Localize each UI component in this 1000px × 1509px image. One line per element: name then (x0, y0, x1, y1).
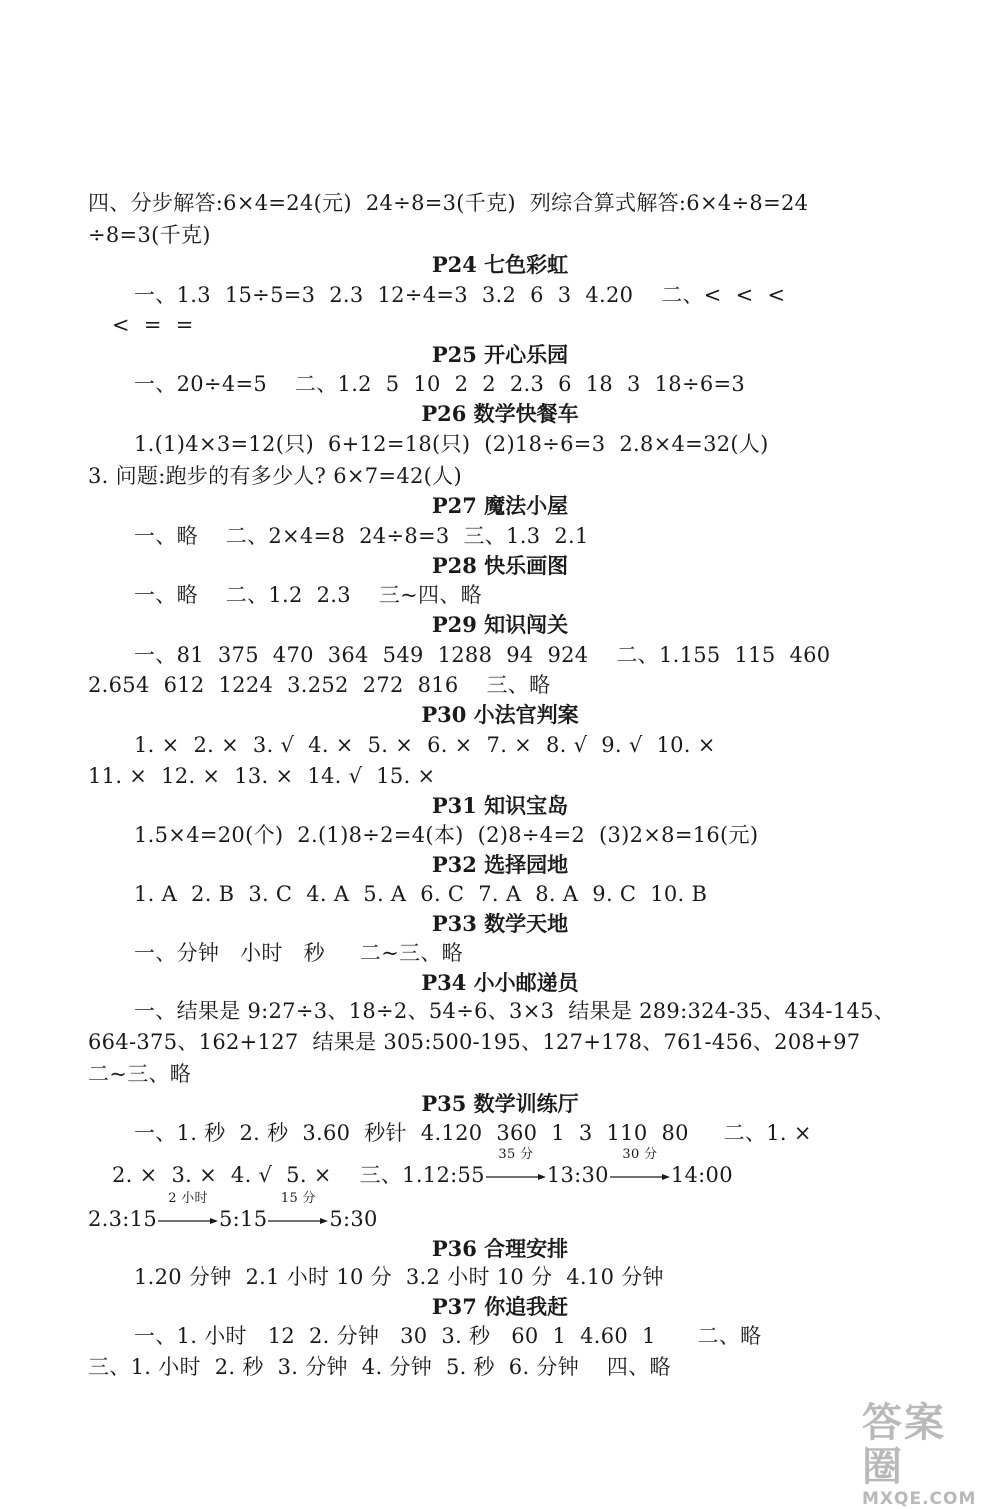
section-heading-p33: P33 数学天地 (431, 911, 569, 936)
section-heading-p25: P25 开心乐园 (431, 342, 569, 367)
section-heading-p29: P29 知识闯关 (431, 612, 569, 637)
answer-line-with-arrows (112, 1147, 972, 1190)
answer-line: 1.5×4=20(个) 2.(1)8÷2=4(本) (2)8÷4=2 (3)2×8=16(元) (134, 823, 759, 847)
section-heading-p24: P24 七色彩虹 (431, 252, 569, 277)
answer-text: 5:15 (219, 1207, 268, 1231)
answer-line: 1. A 2. B 3. C 4. A 5. A 6. C 7. A 8. A 9. C 10. B (134, 882, 708, 906)
section-heading-p27: P27 魔法小屋 (431, 493, 569, 518)
section-heading-p35: P35 数学训练厅 (421, 1091, 579, 1116)
answer-text: 13:30 (546, 1163, 609, 1187)
section-heading-p26: P26 数学快餐车 (421, 401, 579, 426)
answer-line-with-arrows (88, 1191, 948, 1234)
right-arrow-icon (267, 1217, 329, 1225)
answer-line: 2.654 612 1224 3.252 272 816 三、略 (88, 673, 551, 697)
answer-line: 11. × 12. × 13. × 14. √ 15. × (88, 764, 436, 788)
answer-line: 一、结果是 9:27÷3、18÷2、54÷6、3×3 结果是 289:324-35、434-145、 (134, 999, 896, 1023)
arrow-label: 2 小时 (168, 1191, 208, 1206)
answer-text: 14:00 (670, 1163, 733, 1187)
answer-line: 一、略 二、1.2 2.3 三~四、略 (134, 583, 482, 607)
time-arrow (267, 1191, 329, 1234)
watermark-url: MXQE.COM (862, 1489, 977, 1509)
answer-line: 一、20÷4=5 二、1.2 5 10 2 2 2.3 6 18 3 18÷6=3 (134, 372, 746, 396)
arrow-label: 15 分 (280, 1191, 316, 1206)
section-heading-p37: P37 你追我赶 (431, 1294, 569, 1319)
answer-line: 二~三、略 (88, 1062, 192, 1086)
answer-line: 664-375、162+127 结果是 305:500-195、127+178、761-456、208+97 (88, 1030, 861, 1054)
answer-line: 一、略 二、2×4=8 24÷8=3 三、1.3 2.1 (134, 524, 589, 548)
right-arrow-icon (157, 1217, 219, 1225)
section-heading-p31: P31 知识宝岛 (431, 793, 569, 818)
section-heading-p32: P32 选择园地 (431, 852, 569, 877)
answer-line: < = = (112, 313, 194, 337)
answer-line: 一、1.3 15÷5=3 2.3 12÷4=3 3.2 6 3 4.20 二、< < < (134, 283, 786, 307)
answer-line: 四、分步解答:6×4=24(元) 24÷8=3(千克) 列综合算式解答:6×4÷8=24 (88, 191, 809, 215)
answer-line: 1.20 分钟 2.1 小时 10 分 3.2 小时 10 分 4.10 分钟 (134, 1265, 664, 1289)
answer-line: 一、81 375 470 364 549 1288 94 924 二、1.155 115 460 (134, 643, 831, 667)
answer-line: 三、1. 小时 2. 秒 3. 分钟 4. 分钟 5. 秒 6. 分钟 四、略 (88, 1355, 671, 1379)
answer-line: 一、1. 秒 2. 秒 3.60 秒针 4.120 360 1 3 110 80 二、1. × (134, 1121, 812, 1145)
answer-line: 1.(1)4×3=12(只) 6+12=18(只) (2)18÷6=3 2.8×4=32(人) (134, 432, 769, 456)
section-heading-p34: P34 小小邮递员 (421, 970, 579, 995)
section-heading-p28: P28 快乐画图 (431, 553, 569, 578)
answer-line: 一、1. 小时 12 2. 分钟 30 3. 秒 60 1 4.60 1 二、略 (134, 1324, 762, 1348)
answer-line: ÷8=3(千克) (88, 223, 211, 247)
right-arrow-icon (609, 1173, 671, 1181)
section-heading-p30: P30 小法官判案 (421, 702, 579, 727)
section-heading-p36: P36 合理安排 (431, 1236, 569, 1261)
answer-text: 2.3:15 (88, 1207, 157, 1231)
answer-line: 1. × 2. × 3. √ 4. × 5. × 6. × 7. × 8. √ 9. √ 10. × (134, 733, 716, 757)
answer-text: 5:30 (329, 1207, 378, 1231)
arrow-label: 35 分 (498, 1147, 534, 1162)
arrow-label: 30 分 (622, 1147, 658, 1162)
time-arrow (485, 1147, 547, 1190)
watermark-text: 答案圈 (862, 1400, 946, 1490)
answer-line: 3. 问题:跑步的有多少人? 6×7=42(人) (88, 464, 462, 488)
time-arrow (157, 1191, 219, 1234)
answer-line: 一、分钟 小时 秒 二~三、略 (134, 941, 463, 965)
answer-text: 2. × 3. × 4. √ 5. × 三、1.12:55 (112, 1163, 485, 1187)
site-watermark-logo (862, 1400, 982, 1509)
time-arrow (609, 1147, 671, 1190)
right-arrow-icon (485, 1173, 547, 1181)
